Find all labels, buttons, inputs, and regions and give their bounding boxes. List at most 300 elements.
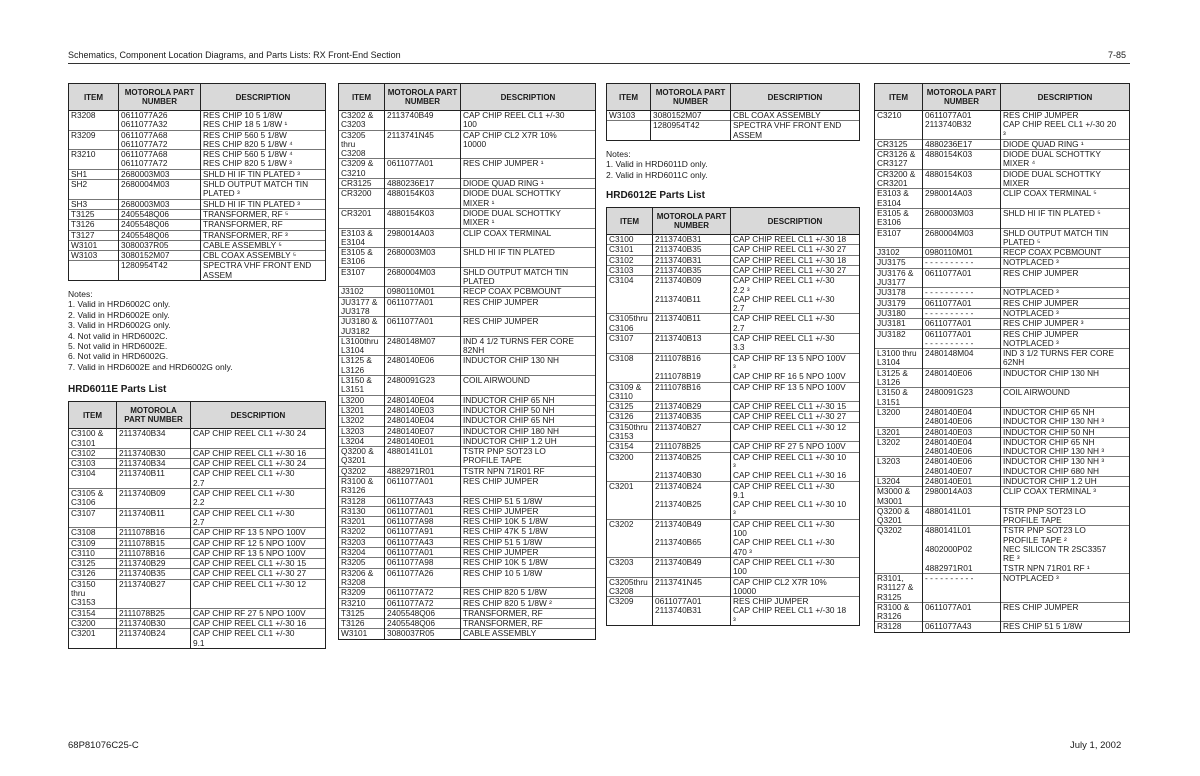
- description-cell-line: CAP CHIP REEL CL1 +/-30 20: [1003, 119, 1117, 130]
- item-cell: [339, 548, 385, 558]
- description-cell-line: RES CHIP JUMPER ³: [1003, 318, 1084, 329]
- description-cell-line: SPECTRA VHF FRONT END: [733, 120, 842, 131]
- item-cell-line: [71, 261, 116, 270]
- part-number-cell: [119, 180, 201, 200]
- item-cell-line: C3101: [71, 437, 96, 448]
- item-cell-line: R3205: [341, 557, 366, 568]
- item-cell: [875, 602, 923, 622]
- item-cell-line: L3200: [341, 395, 365, 405]
- col-header-item: ITEM: [339, 84, 385, 111]
- part-number-cell-line: 2480140E06: [925, 368, 973, 378]
- description-cell-line: CAP CHIP CL2 X7R 10%: [463, 130, 557, 140]
- part-number-cell: [653, 452, 731, 481]
- description-cell-line: RES CHIP 560 5 1/8W ⁴: [203, 149, 293, 160]
- item-cell-line: C3110: [609, 390, 633, 401]
- part-number-cell: [923, 189, 1001, 209]
- part-number-cell: [117, 579, 191, 608]
- notes-hrd6011: [606, 149, 860, 180]
- item-cell-line: C3154: [71, 608, 96, 618]
- description-cell: [191, 508, 326, 528]
- description-cell-line: CAP CHIP RF 13 5 NPO 100V: [733, 382, 846, 392]
- item-cell: [339, 376, 385, 396]
- table-row: [607, 442, 860, 452]
- part-number-cell-line: - - - - - - - - - -: [925, 337, 974, 348]
- item-cell: [339, 588, 385, 598]
- description-cell: [461, 517, 596, 527]
- description-cell-line: CAP CHIP REEL CL1 +/-30 27: [733, 411, 847, 422]
- item-cell-line: E3106: [341, 256, 365, 267]
- item-cell-line: R3125: [877, 591, 902, 602]
- description-cell-line: DIODE DUAL SCHOTTKY: [1003, 149, 1101, 160]
- part-number-cell-line: 4882971R01: [925, 562, 973, 573]
- description-cell-line: INDUCTOR CHIP 65 NH: [463, 395, 555, 405]
- item-cell-line: C3125: [609, 401, 634, 412]
- note-line: 1. Valid in HRD6011D only.: [606, 159, 708, 170]
- description-cell-line: 100: [463, 119, 477, 130]
- part-number-cell: [385, 466, 461, 476]
- part-number-cell-line: 2111078B16: [119, 548, 165, 558]
- table-row: [69, 220, 326, 230]
- item-cell-line: C3125: [71, 558, 96, 569]
- item-cell: [875, 169, 923, 189]
- item-cell: [339, 608, 385, 618]
- item-cell: [339, 297, 385, 317]
- description-cell: [201, 220, 326, 230]
- table-row: [875, 349, 1130, 369]
- item-cell-line: R3206 &: [341, 568, 374, 578]
- item-cell-line: L3203: [877, 456, 901, 467]
- description-cell-line: RES CHIP 820 5 1/8W ⁴: [203, 138, 293, 149]
- column-1: [68, 83, 326, 649]
- description-cell-line: NOTPLACED ³: [1003, 337, 1059, 348]
- table-row: [69, 559, 326, 569]
- part-number-cell: [923, 288, 1001, 298]
- description-cell-line: DIODE QUAD RING ¹: [463, 178, 544, 189]
- item-cell: [607, 422, 653, 442]
- item-cell-line: W3101: [341, 628, 368, 639]
- part-number-cell: [923, 308, 1001, 318]
- description-cell: [461, 159, 596, 179]
- part-number-cell-line: 2113740B31: [655, 605, 702, 616]
- item-cell-line: R3128: [341, 496, 366, 506]
- item-cell-line: E3103 &: [877, 188, 909, 199]
- item-cell-line: Q3201: [341, 455, 366, 466]
- part-number-cell: [385, 297, 461, 317]
- part-number-cell: [385, 527, 461, 537]
- item-cell-line: C3109: [71, 538, 96, 548]
- item-cell-line: R3208: [71, 110, 96, 120]
- description-cell: [731, 442, 860, 452]
- item-cell: [875, 308, 923, 318]
- part-number-cell-line: 2480140E06: [387, 355, 435, 366]
- part-number-cell: [117, 489, 191, 509]
- description-cell-line: INDUCTOR CHIP 50 NH: [1003, 427, 1095, 437]
- part-number-cell-line: 2480140E04: [925, 437, 973, 447]
- item-cell: [875, 487, 923, 507]
- description-cell: [461, 130, 596, 159]
- description-cell-line: PROFILE TAPE: [1003, 515, 1062, 526]
- item-cell-line: C3103: [609, 265, 634, 275]
- item-cell: [69, 618, 117, 628]
- description-cell: [191, 528, 326, 538]
- description-cell-line: ASSEM: [733, 129, 763, 140]
- description-cell-line: CAP CHIP RF 13 5 NPO 100V: [733, 353, 846, 363]
- part-number-cell-line: 2113740B24: [655, 481, 702, 491]
- item-cell-line: JU3175: [877, 257, 906, 268]
- item-cell-line: W3101: [71, 240, 98, 250]
- item-cell: [875, 288, 923, 298]
- part-number-cell: [923, 268, 1001, 288]
- part-number-cell: [653, 255, 731, 265]
- part-number-cell: [117, 538, 191, 548]
- item-cell-line: C3126: [71, 568, 96, 579]
- part-number-cell: [119, 199, 201, 209]
- item-cell-line: CR3126 &: [877, 149, 916, 160]
- description-cell-line: MIXER: [1003, 178, 1030, 189]
- part-number-cell-line: 2113740B30: [655, 470, 702, 481]
- description-cell-line: RE ³: [1003, 553, 1020, 564]
- part-number-cell-line: 2113740B30: [119, 448, 166, 458]
- description-cell-line: NOTPLACED ³: [1003, 308, 1059, 318]
- document-number: 68P81076C25-C: [68, 740, 139, 751]
- part-number-cell: [119, 220, 201, 230]
- part-number-cell: [385, 356, 461, 376]
- item-cell: [69, 130, 119, 150]
- item-cell: [875, 437, 923, 457]
- part-number-cell-line: 2113740B27: [119, 579, 166, 589]
- description-cell-line: RES CHIP JUMPER: [463, 547, 539, 558]
- description-cell: [201, 199, 326, 209]
- part-number-cell: [119, 130, 201, 150]
- description-cell-line: COIL AIRWOUND: [1003, 387, 1070, 398]
- part-number-cell-line: 0611077A91: [387, 526, 434, 537]
- part-number-cell: [117, 528, 191, 538]
- item-cell-line: T3125: [71, 209, 95, 219]
- col-header-part: MOTOROLA PART NUMBER: [653, 208, 731, 235]
- part-number-cell: [117, 508, 191, 528]
- item-cell: [875, 506, 923, 526]
- item-cell: [607, 266, 653, 276]
- part-number-cell-line: 2480140E03: [387, 405, 435, 415]
- part-number-cell-line: 3080152M07: [121, 250, 170, 261]
- part-number-cell-line: 0611077A98: [387, 516, 434, 527]
- description-cell-line: DIODE DUAL SCHOTTKY: [1003, 169, 1101, 179]
- part-number-cell: [385, 179, 461, 189]
- description-cell: [461, 416, 596, 426]
- part-number-cell: [653, 577, 731, 597]
- description-cell: [461, 267, 596, 287]
- item-cell-line: JU3177: [877, 277, 906, 288]
- description-cell-line: CAP CHIP REEL CL1 +/-30 12: [193, 579, 307, 589]
- description-cell-line: 2.7: [733, 322, 745, 333]
- item-cell-line: CR3201: [341, 208, 372, 218]
- part-number-cell-line: 2113740B35: [655, 244, 702, 255]
- part-number-cell-line: 2113740B32: [925, 119, 972, 130]
- col-header-item: ITEM: [69, 402, 117, 429]
- item-cell-line: R3203: [341, 537, 366, 547]
- item-cell-line: CR3201: [877, 178, 908, 189]
- part-number-cell-line: 2405548Q06: [387, 618, 435, 629]
- item-cell: [607, 334, 653, 354]
- item-cell: [339, 426, 385, 436]
- description-cell-line: RES CHIP 10K 5 1/8W: [463, 557, 548, 568]
- part-number-cell: [385, 287, 461, 297]
- description-cell: [1001, 139, 1130, 149]
- item-cell: [875, 526, 923, 573]
- description-cell: [731, 557, 860, 577]
- part-number-cell: [117, 608, 191, 618]
- item-cell-line: JU3178: [877, 287, 906, 298]
- item-cell: [69, 251, 119, 261]
- table-row: [339, 376, 596, 396]
- item-cell-line: C3104: [609, 275, 634, 286]
- description-cell-line: MIXER ⁴: [1003, 158, 1036, 169]
- table-row: [607, 353, 860, 382]
- description-cell: [201, 230, 326, 240]
- note-line: 4. Not valid in HRD6002C.: [68, 330, 168, 341]
- part-number-cell-line: 4880154K03: [387, 188, 435, 199]
- description-cell-line: PLATED ⁵: [1003, 236, 1041, 247]
- description-cell-line: INDUCTOR CHIP 1.2 UH: [463, 436, 557, 446]
- description-cell: [1001, 526, 1130, 573]
- part-number-cell-line: 2405548Q06: [121, 230, 169, 240]
- part-number-cell: [923, 622, 1001, 632]
- item-cell: [69, 220, 119, 230]
- item-cell-line: L3100thru: [341, 336, 379, 346]
- part-number-cell: [923, 368, 1001, 388]
- item-cell: [69, 469, 117, 489]
- part-number-cell-line: 2113740B11: [655, 313, 701, 324]
- table-row: [339, 336, 596, 356]
- table-row: [69, 111, 326, 131]
- col-header-part: MOTOROLA PART NUMBER: [651, 84, 731, 111]
- table-row: [875, 368, 1130, 388]
- item-cell-line: R3201: [341, 516, 366, 527]
- description-cell: [1001, 457, 1130, 477]
- part-number-cell-line: 2113740B65: [655, 537, 702, 548]
- item-cell-line: JU3181: [877, 318, 906, 329]
- description-cell-line: CAP CHIP REEL CL1 +/-30 27: [193, 568, 307, 579]
- description-cell: [461, 466, 596, 476]
- part-number-cell-line: 0611077A26: [387, 568, 434, 578]
- part-number-cell: [653, 481, 731, 519]
- description-cell: [461, 376, 596, 396]
- table-row: [339, 598, 596, 608]
- description-cell-line: 10000: [733, 585, 757, 596]
- parts-table-hrd6012e-cont: [874, 83, 1130, 633]
- description-cell-line: DIODE QUAD RING ¹: [1003, 139, 1084, 149]
- description-cell-line: RES CHIP JUMPER: [1003, 110, 1079, 120]
- header-rule: [68, 63, 1130, 64]
- description-cell: [731, 245, 860, 255]
- part-number-cell: [653, 442, 731, 452]
- part-number-cell-line: 2405548Q06: [121, 209, 169, 219]
- table-row: [875, 602, 1130, 622]
- description-cell: [731, 276, 860, 314]
- part-number-cell: [385, 558, 461, 568]
- part-number-cell: [653, 412, 731, 422]
- part-number-cell: [119, 150, 201, 170]
- description-cell: [191, 538, 326, 548]
- description-cell-line: 2.7: [733, 303, 745, 314]
- item-cell-line: R3210: [71, 149, 96, 160]
- table-row: [339, 558, 596, 568]
- table-row: [607, 245, 860, 255]
- item-cell-line: C3100 &: [71, 428, 104, 439]
- description-cell-line: CAP CHIP REEL CL1 +/-30 10: [733, 452, 847, 462]
- description-cell: [201, 111, 326, 131]
- part-number-cell: [653, 557, 731, 577]
- description-cell: [191, 569, 326, 579]
- description-cell: [1001, 487, 1130, 507]
- part-number-cell-line: 0611077A43: [387, 496, 434, 506]
- table-row: [607, 276, 860, 314]
- table-row: [875, 407, 1130, 427]
- part-number-cell-line: 2680003M03: [387, 247, 436, 258]
- description-cell-line: CAP CHIP RF 13 5 NPO 100V: [193, 548, 306, 558]
- part-number-cell: [385, 506, 461, 516]
- item-cell-line: C3153: [609, 431, 634, 442]
- item-cell: [339, 356, 385, 376]
- table-row: [607, 402, 860, 412]
- part-number-cell-line: 0611077A01: [655, 596, 702, 607]
- part-number-cell: [923, 437, 1001, 457]
- part-number-cell: [653, 402, 731, 412]
- table-row: [607, 452, 860, 481]
- item-cell: [875, 208, 923, 228]
- description-cell: [1001, 329, 1130, 349]
- description-cell: [1001, 268, 1130, 288]
- description-cell: [1001, 476, 1130, 486]
- description-cell-line: CAP CHIP REEL CL1 +/-30: [193, 468, 295, 479]
- part-number-cell-line: 2405548Q06: [121, 219, 169, 230]
- part-number-cell: [385, 111, 461, 131]
- item-cell-line: R3208: [341, 576, 366, 587]
- part-number-cell: [385, 208, 461, 228]
- col-header-item: ITEM: [607, 84, 651, 111]
- item-cell-line: C3203: [341, 119, 366, 130]
- description-cell-line: IND 3 1/2 TURNS FER CORE: [1003, 348, 1114, 359]
- description-cell-line: SHLD HI IF TIN PLATED ³: [203, 199, 300, 209]
- description-cell: [731, 452, 860, 481]
- item-cell: [69, 528, 117, 538]
- item-cell-line: C3202: [609, 519, 634, 529]
- col-header-description: DESCRIPTION: [201, 84, 326, 111]
- item-cell-line: CR3200 &: [877, 169, 916, 179]
- description-cell-line: CAP CHIP REEL CL1 +/-30: [733, 557, 835, 567]
- part-number-cell: [385, 588, 461, 598]
- description-cell-line: COIL AIRWOUND: [463, 375, 530, 386]
- part-number-cell: [385, 517, 461, 527]
- description-cell-line: CAP CHIP REEL CL1 +/-30 18: [733, 234, 847, 245]
- part-number-cell-line: 0611077A43: [387, 537, 434, 547]
- part-number-cell: [923, 526, 1001, 573]
- item-cell: [339, 208, 385, 228]
- item-cell: [69, 559, 117, 569]
- item-cell-line: C3126: [609, 411, 634, 422]
- table-row: [69, 569, 326, 579]
- part-number-cell: [117, 569, 191, 579]
- item-cell-line: C3101: [609, 244, 634, 255]
- description-cell: [201, 240, 326, 250]
- description-cell-line: 100: [733, 528, 747, 539]
- item-cell: [607, 481, 653, 519]
- table-row: [339, 527, 596, 537]
- part-number-cell-line: 2980014A03: [387, 228, 435, 238]
- part-number-cell-line: 2480148M07: [387, 336, 436, 346]
- part-number-cell-line: 2111078B16: [655, 382, 701, 392]
- item-cell-line: C3203: [609, 557, 634, 567]
- part-number-cell-line: 2113741N45: [655, 577, 702, 587]
- part-number-cell: [923, 208, 1001, 228]
- description-cell: [1001, 368, 1130, 388]
- table-row: [69, 489, 326, 509]
- item-cell-line: SH2: [71, 179, 88, 190]
- part-number-cell: [385, 267, 461, 287]
- description-cell-line: INDUCTOR CHIP 130 NH ³: [1003, 456, 1105, 467]
- part-number-cell-line: - - - - - - - - - -: [925, 573, 974, 583]
- item-cell-line: C3106: [609, 322, 634, 333]
- part-number-cell-line: 2480140E07: [387, 426, 435, 436]
- item-cell-line: L3151: [341, 384, 365, 395]
- part-number-cell-line: 3080152M07: [653, 110, 702, 120]
- part-number-cell: [923, 476, 1001, 486]
- description-cell: [461, 527, 596, 537]
- item-cell: [339, 228, 385, 248]
- description-cell: [461, 629, 596, 639]
- description-cell: [731, 422, 860, 442]
- table-row: [69, 261, 326, 281]
- description-cell-line: 9.1: [193, 637, 205, 648]
- page-header-title: Schematics, Component Location Diagrams, and Parts Lists: RX Front-End Section: [68, 50, 401, 60]
- table-row: [69, 150, 326, 170]
- description-cell-line: CAP CHIP REEL CL1 +/-30 18: [733, 605, 847, 616]
- part-number-cell-line: 2980014A03: [925, 188, 973, 199]
- table-row: [69, 508, 326, 528]
- item-cell: [69, 608, 117, 618]
- table-row: [607, 481, 860, 519]
- part-number-cell: [385, 568, 461, 588]
- description-cell-line: INDUCTOR CHIP 130 NH ³: [1003, 446, 1105, 457]
- part-number-cell-line: 2480140E04: [387, 395, 435, 405]
- col-header-item: ITEM: [69, 84, 119, 111]
- description-cell-line: INDUCTOR CHIP 130 NH ³: [1003, 416, 1105, 427]
- item-cell-line: T3126: [341, 618, 365, 629]
- description-cell-line: RES CHIP JUMPER: [1003, 602, 1079, 612]
- part-number-cell-line: 4880141L01: [925, 506, 972, 516]
- item-cell-line: C3209 &: [341, 158, 374, 169]
- part-number-cell: [923, 506, 1001, 526]
- item-cell: [339, 537, 385, 547]
- item-cell-line: R3204: [341, 547, 366, 558]
- item-cell: [339, 496, 385, 506]
- part-number-cell-line: 2480140E06: [925, 416, 973, 427]
- part-number-cell-line: 2113740B35: [655, 411, 702, 422]
- description-cell-line: TRANSFORMER, RF ⁵: [203, 209, 289, 219]
- item-cell-line: SH1: [71, 169, 88, 179]
- description-cell: [461, 426, 596, 436]
- item-cell: [69, 629, 117, 649]
- description-cell-line: CAP CHIP REEL CL1 +/-30 27: [733, 265, 847, 275]
- part-number-cell: [653, 382, 731, 402]
- description-cell-line: CAP CHIP REEL CL1 +/-30 16: [193, 448, 307, 458]
- col-header-description: DESCRIPTION: [191, 402, 326, 429]
- col-header-item: ITEM: [607, 208, 653, 235]
- part-number-cell: [119, 261, 201, 281]
- part-number-cell-line: 2113740B49: [387, 110, 434, 120]
- item-cell-line: L3151: [877, 396, 901, 407]
- table-row: [339, 159, 596, 179]
